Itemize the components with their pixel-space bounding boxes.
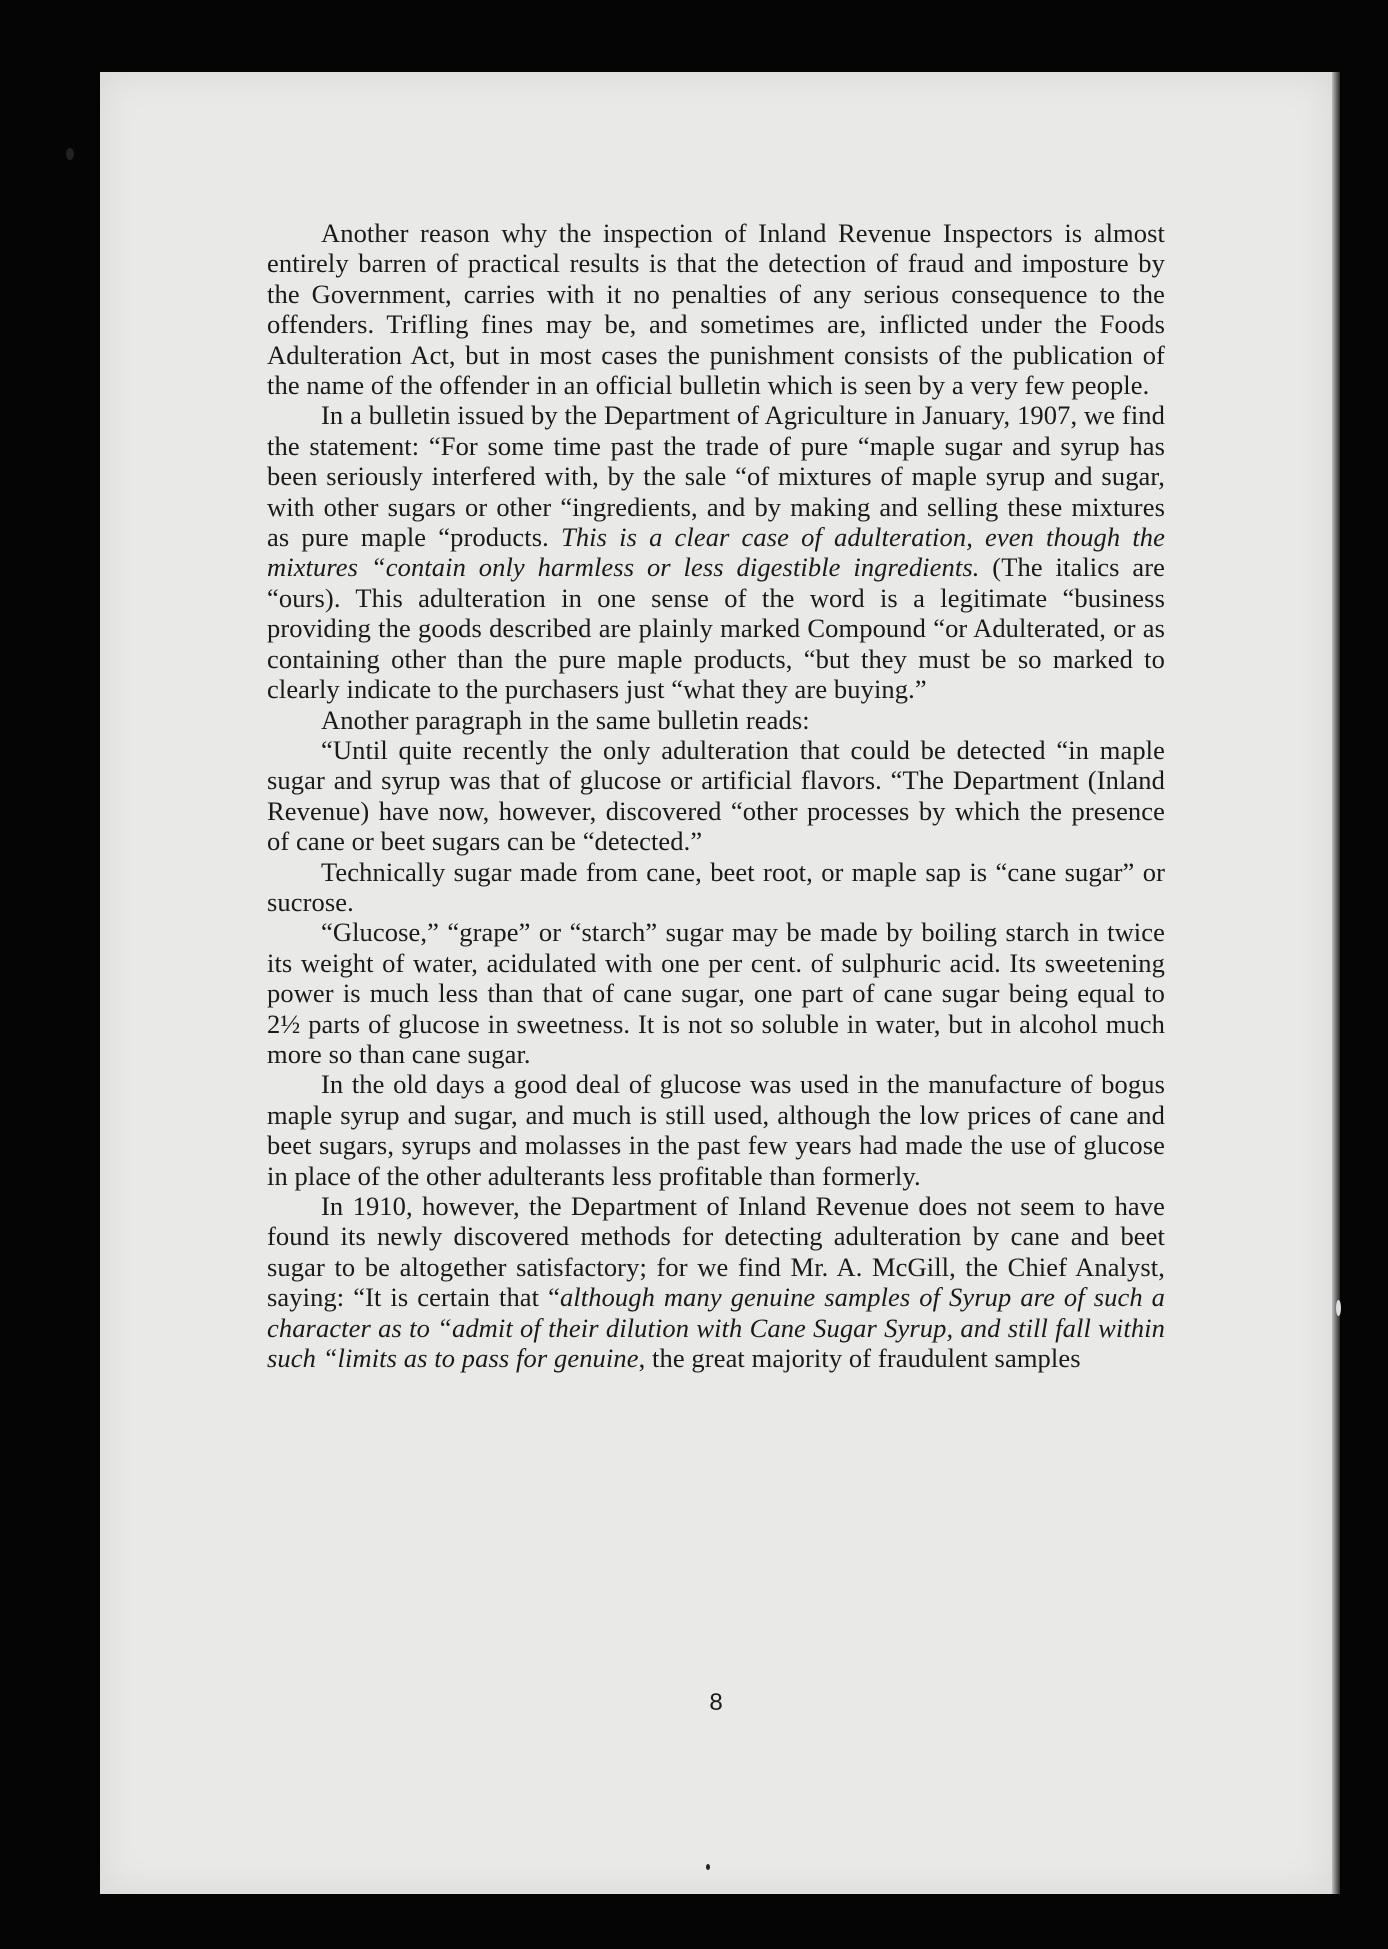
body-text <box>267 218 1165 1373</box>
italic-segment: although many genuine samples of Syrup are of such a character as to “admit of their dilution with Cane Sugar Syrup, and still fall within such “limits as to pass for genuine <box>267 1282 1165 1374</box>
italic-segment: This is a clear case of adulteration, even though the mixtures “contain only harmless or less digestible ingredients. <box>267 522 1165 583</box>
paragraph-until-recently <box>267 735 1165 857</box>
text-segment: , the great majority of fraudulent samples <box>638 1343 1081 1374</box>
paragraph-technically <box>267 857 1165 918</box>
page-edge-shadow <box>1332 72 1340 1894</box>
paragraph-1910 <box>267 1191 1165 1373</box>
text-segment: In a bulletin issued by the Department of Agriculture in January, 1907, we find the statement: “For some time past the trade of pure “maple sugar and syrup has been seriously interfered with, by the sale “of mixtures of maple syrup and sugar, with other sugars or other “ingredients, and by making and selling these mixtures as pure maple “products. <box>267 400 1165 553</box>
text-segment: (The italics are “ours). This adulteration in one sense of the word is a legitimate “business providing the goods described are plainly marked Compound “or Adulterated, or as containing other than the pure maple products, “but they must be so marked to clearly indicate to the purchasers just “what they are buying.” <box>267 552 1165 705</box>
text-segment: In 1910, however, the Department of Inland Revenue does not seem to have found its newly discovered methods for detecting adulteration by cane and beet sugar to be altogether satisfactory; for we find Mr. A. McGill, the Chief Analyst, saying: “It is certain that “ <box>267 1191 1165 1313</box>
text-segment: Another paragraph in the same bulletin reads: <box>321 704 810 735</box>
text-segment: Technically sugar made from cane, beet root, or maple sap is “cane sugar” or sucrose. <box>267 856 1165 917</box>
text-segment: Another reason why the inspection of Inland Revenue Inspectors is almost entirely barren of practical results is that the detection of fraud and imposture by the Government, carries with it no penalties of any serious consequence to the offenders. Trifling fines may be, and sometimes are, inflicted under the Foods Adulteration Act, but in most cases the punishment consists of the publication of the name of the offender in an official bulletin which is seen by a very few people. <box>267 218 1165 401</box>
text-segment: “Glucose,” “grape” or “starch” sugar may be made by boiling starch in twice its weight of water, acidulated with one per cent. of sulphuric acid. Its sweetening power is much less than that of cane sugar, one part of cane sugar being equal to 2½ parts of glucose in sweetness. It is not so soluble in water, but in alcohol much more so than cane sugar. <box>267 917 1165 1069</box>
scan-speck <box>66 148 74 160</box>
paragraph-inspection-barren <box>267 218 1165 400</box>
page-number: 8 <box>709 1689 723 1716</box>
text-segment: In the old days a good deal of glucose was used in the manufacture of bogus maple syrup and sugar, and much is still used, although the low prices of cane and beet sugars, syrups and molasses in the past few years had made the use of glucose in place of the other adulterants less profitable than formerly. <box>267 1069 1165 1191</box>
paragraph-glucose <box>267 917 1165 1069</box>
paragraph-old-days <box>267 1069 1165 1191</box>
document-page <box>100 72 1332 1894</box>
paragraph-another-reads <box>267 705 1165 735</box>
paragraph-bulletin-1907 <box>267 400 1165 704</box>
text-segment: “Until quite recently the only adulteration that could be detected “in maple sugar and syrup was that of glucose or artificial flavors. “The Department (Inland Revenue) have now, however, discovered “other processes by which the presence of cane or beet sugars can be “detected.” <box>267 734 1165 857</box>
scan-speck <box>706 1864 710 1870</box>
scan-speck <box>1336 1300 1341 1316</box>
